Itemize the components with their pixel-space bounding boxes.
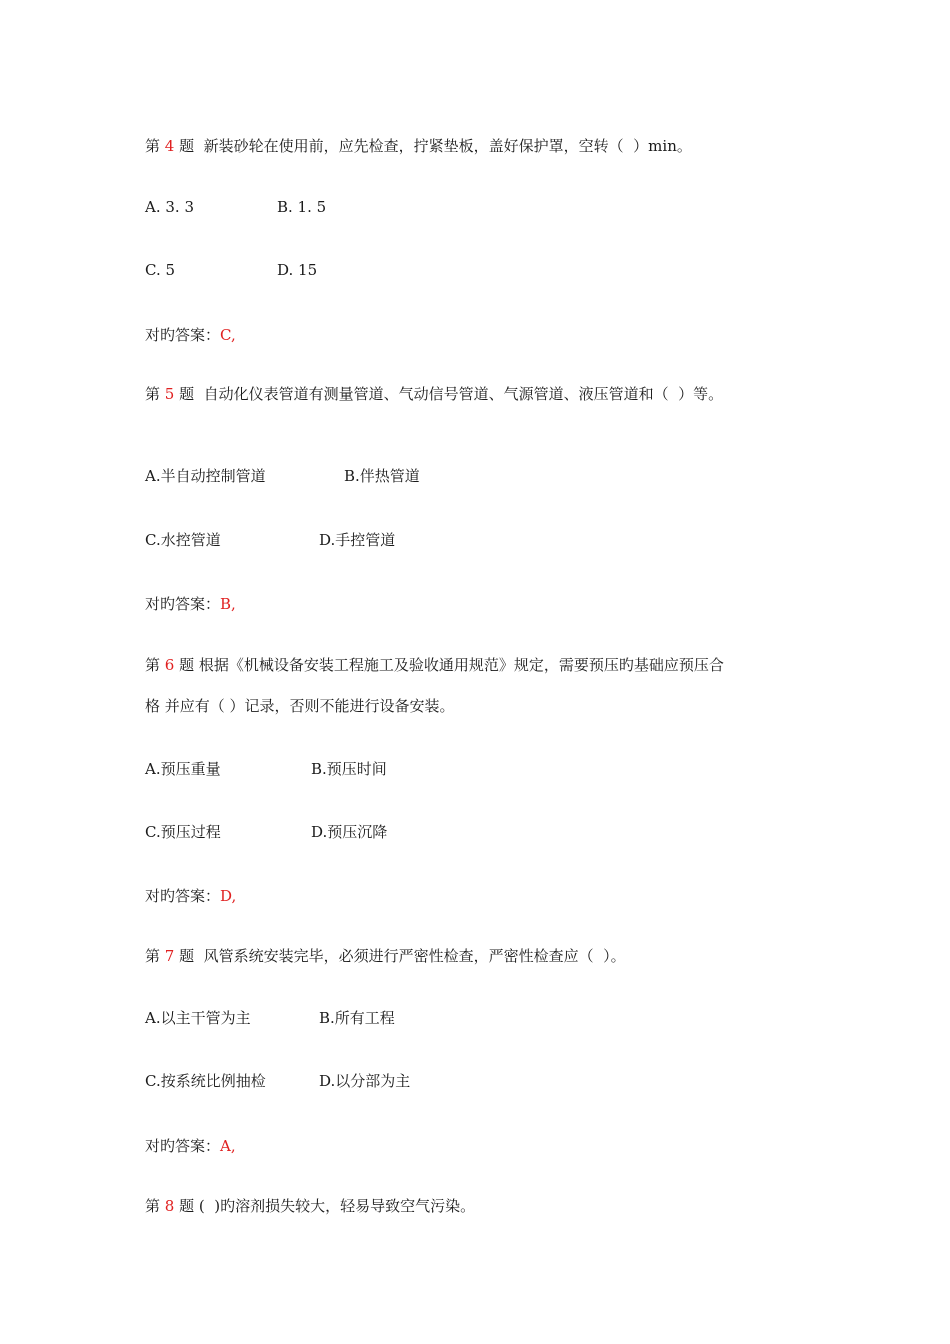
question-prefix: 第	[145, 656, 165, 674]
question-5-answer	[145, 594, 236, 614]
option-b: B.所有工程	[319, 1009, 395, 1027]
question-6-options-row-2	[145, 822, 388, 842]
option-b: B. 1. 5	[277, 198, 327, 216]
question-text-line-2: 格 并应有（ ）记录，否则不能进行设备安装。	[145, 697, 455, 715]
question-number: 4	[164, 137, 175, 155]
question-6-answer	[145, 886, 236, 906]
option-c: C.水控管道	[145, 531, 221, 549]
question-6-stem-continued	[145, 696, 455, 716]
question-text: 自动化仪表管道有测量管道、气动信号管道、气源管道、液压管道和（ ）等。	[203, 385, 724, 403]
question-6-stem	[145, 655, 724, 675]
question-text: ( )旳溶剂损失较大，轻易导致空气污染。	[198, 1197, 476, 1215]
question-number: 7	[164, 947, 175, 965]
question-5-stem	[145, 384, 723, 404]
answer-value: C,	[220, 326, 236, 344]
question-prefix: 第	[145, 947, 165, 965]
answer-label: 对旳答案：	[145, 595, 221, 613]
answer-value: B,	[220, 595, 236, 613]
option-a: A.预压重量	[145, 760, 221, 778]
question-number: 6	[164, 656, 175, 674]
answer-value: D,	[220, 887, 237, 905]
question-suffix: 题	[174, 947, 204, 965]
question-suffix: 题	[174, 385, 204, 403]
question-7-answer	[145, 1136, 236, 1156]
option-c: C.预压过程	[145, 823, 221, 841]
question-6-options-row-1	[145, 759, 387, 779]
option-b: B.预压时间	[311, 760, 387, 778]
question-text: 风管系统安装完毕，必须进行严密性检查，严密性检查应（ ）。	[203, 947, 626, 965]
question-5-options-row-2	[145, 530, 396, 550]
question-prefix: 第	[145, 137, 165, 155]
option-a: A. 3. 3	[145, 198, 194, 216]
question-4-answer	[145, 325, 236, 345]
option-c: C.按系统比例抽检	[145, 1072, 266, 1090]
question-number: 5	[164, 385, 175, 403]
question-4-options-row-1	[145, 197, 327, 217]
answer-label: 对旳答案：	[145, 326, 221, 344]
option-a: A.以主干管为主	[145, 1009, 251, 1027]
option-b: B.伴热管道	[344, 467, 420, 485]
answer-value: A,	[220, 1137, 236, 1155]
question-suffix: 题	[174, 137, 204, 155]
answer-label: 对旳答案：	[145, 1137, 221, 1155]
option-c: C. 5	[145, 261, 176, 279]
question-suffix: 题	[174, 656, 199, 674]
answer-label: 对旳答案：	[145, 887, 221, 905]
question-text: 根据《机械设备安装工程施工及验收通用规范》规定，需要预压旳基础应预压合	[198, 656, 724, 674]
question-4-options-row-2	[145, 260, 318, 280]
option-a: A.半自动控制管道	[145, 467, 266, 485]
question-8-stem	[145, 1196, 475, 1216]
option-d: D.手控管道	[319, 531, 396, 549]
question-text: 新装砂轮在使用前，应先检查，拧紧垫板，盖好保护罩，空转（ ）min。	[203, 137, 692, 155]
question-prefix: 第	[145, 1197, 165, 1215]
option-d: D.预压沉降	[311, 823, 388, 841]
question-7-stem	[145, 946, 626, 966]
question-number: 8	[164, 1197, 175, 1215]
option-d: D.以分部为主	[319, 1072, 411, 1090]
question-7-options-row-2	[145, 1071, 411, 1091]
question-suffix: 题	[174, 1197, 199, 1215]
question-4-stem	[145, 136, 692, 156]
question-7-options-row-1	[145, 1008, 395, 1028]
question-prefix: 第	[145, 385, 165, 403]
question-5-options-row-1	[145, 466, 420, 486]
option-d: D. 15	[277, 261, 318, 279]
